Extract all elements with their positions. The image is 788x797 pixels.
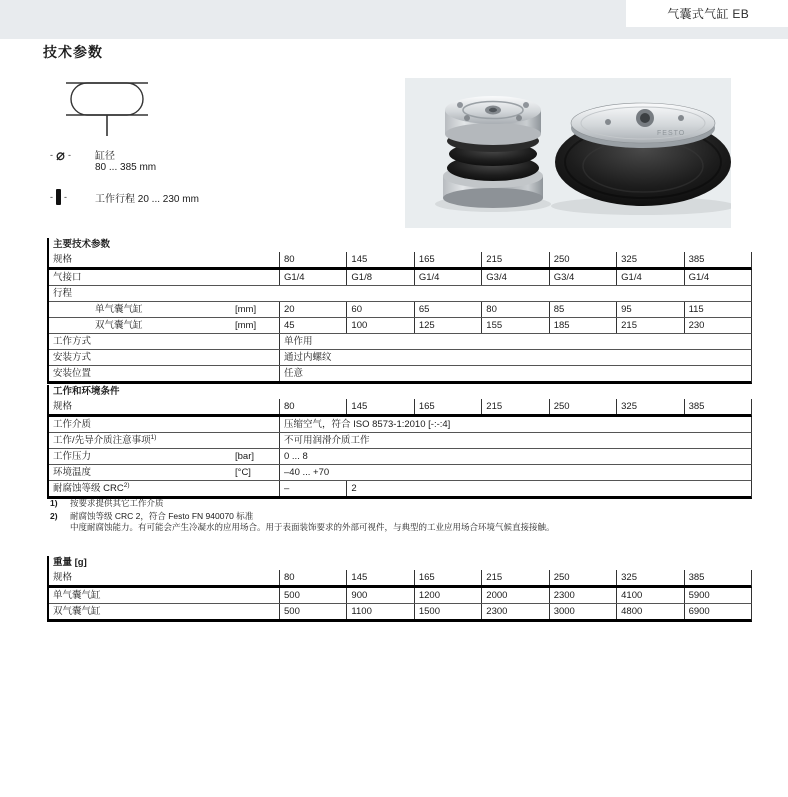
row-label: 安装方式	[53, 352, 92, 363]
size-column-header: 145	[346, 570, 413, 585]
size-column-header: 80	[279, 252, 346, 267]
value-cell: 100	[346, 318, 413, 333]
value-cell-span: 不可用润滑介质工作	[279, 433, 751, 448]
value-cell-span: 压缩空气，符合 ISO 8573-1:2010 [-:-:4]	[279, 417, 751, 432]
value-cell: G3/4	[481, 270, 548, 285]
table-operating-conditions	[47, 385, 752, 499]
page-title: 技术参数	[43, 44, 103, 60]
size-column-header: 145	[346, 399, 413, 414]
row-unit	[233, 366, 279, 381]
stroke-label: 工作行程 20 ... 230 mm	[95, 194, 199, 205]
row-label: 单气囊气缸	[53, 590, 101, 601]
size-column-header: 325	[616, 399, 683, 414]
value-cell: G1/4	[616, 270, 683, 285]
bore-label: 缸径	[95, 151, 115, 162]
row-unit	[233, 481, 279, 496]
size-column-header: 250	[549, 570, 616, 585]
table-header-row	[49, 399, 752, 417]
value-cell: 3000	[549, 604, 616, 619]
value-cell: 1200	[414, 588, 481, 603]
bellows-symbol-drawing	[56, 76, 156, 138]
size-column-header: 325	[616, 570, 683, 585]
table-weight	[47, 556, 752, 622]
section-label: 行程	[53, 288, 73, 299]
value-cell: 230	[684, 318, 751, 333]
value-cell: 4100	[616, 588, 683, 603]
value-cell: G1/8	[346, 270, 413, 285]
size-column-header: 385	[684, 399, 751, 414]
value-cell-span: 0 ... 8	[279, 449, 751, 464]
row-unit	[233, 588, 279, 603]
bore-value: 80 ... 385 mm	[95, 162, 157, 173]
dash-right: -	[68, 150, 72, 160]
footnote-lines	[70, 511, 555, 534]
row-unit	[233, 350, 279, 365]
dash-right: -	[64, 191, 67, 202]
table-main-specs	[47, 238, 752, 384]
row-unit	[233, 604, 279, 619]
table-row-安装位置	[49, 366, 752, 384]
row-label: 工作方式	[53, 336, 92, 347]
value-cell: 5900	[684, 588, 751, 603]
row-unit: [°C]	[235, 467, 251, 478]
value-cell: 65	[414, 302, 481, 317]
value-cell-span: 单作用	[279, 334, 751, 349]
table-title-weight: 重量 [g]	[53, 557, 87, 568]
table-header-row	[49, 570, 752, 588]
row-label: 气接口	[53, 272, 82, 283]
size-column-header: 145	[346, 252, 413, 267]
table-row-工作压力	[49, 449, 752, 465]
row-label: 双气囊气缸	[95, 320, 143, 331]
table-row-安装方式	[49, 350, 752, 366]
value-cell: 2000	[481, 588, 548, 603]
dash-left: -	[50, 150, 53, 160]
stroke-bar-glyph	[56, 189, 61, 205]
footnote-marker: 1)	[50, 498, 58, 508]
right-cylinder	[555, 103, 731, 206]
table-header-row	[49, 252, 752, 270]
header-label: 规格	[53, 254, 73, 265]
row-unit: [mm]	[235, 304, 257, 315]
table-row-耐腐蚀等级 CRC	[49, 481, 752, 499]
header-unit	[233, 570, 279, 585]
size-column-header: 165	[414, 252, 481, 267]
value-cell: 85	[549, 302, 616, 317]
footnote-ref: 1)	[150, 434, 157, 441]
row-unit	[233, 433, 279, 448]
header-label: 规格	[53, 401, 73, 412]
value-cell: –	[279, 481, 346, 496]
header-unit	[233, 399, 279, 414]
value-cell: 215	[616, 318, 683, 333]
value-cell: 500	[279, 604, 346, 619]
row-unit: [bar]	[235, 451, 255, 462]
size-column-header: 165	[414, 399, 481, 414]
header-label: 规格	[53, 572, 73, 583]
size-column-header: 250	[549, 252, 616, 267]
size-column-header: 215	[481, 570, 548, 585]
size-column-header: 385	[684, 252, 751, 267]
row-unit	[233, 270, 279, 285]
footnote-line: 中度耐腐蚀能力。有可能会产生冷凝水的应用场合。用于表面装饰要求的外部可视件，与典型的工业应用场合环境气候直接接触。	[70, 522, 555, 532]
row-unit	[233, 417, 279, 432]
value-cell-span: –40 ... +70	[279, 465, 751, 480]
value-cell: 900	[346, 588, 413, 603]
size-column-header: 215	[481, 399, 548, 414]
row-label: 耐腐蚀等级 CRC$^{2)}$	[53, 482, 130, 494]
value-cell: G1/4	[414, 270, 481, 285]
footnote-line: 耐腐蚀等级 CRC 2，符合 Festo FN 940070 标准	[70, 510, 254, 521]
row-unit	[233, 334, 279, 349]
size-column-header: 215	[481, 252, 548, 267]
value-cell: 500	[279, 588, 346, 603]
footnote-ref: 2)	[123, 482, 130, 489]
size-column-header: 385	[684, 570, 751, 585]
value-cell: 2300	[549, 588, 616, 603]
value-cell: 2	[346, 481, 751, 496]
stroke-icon	[50, 189, 67, 205]
table-row-工作介质	[49, 417, 752, 433]
footnote	[50, 511, 710, 534]
value-cell: 20	[279, 302, 346, 317]
table-title-main: 主要技术参数	[53, 239, 111, 250]
footnote-marker: 2)	[50, 510, 58, 521]
footnotes	[50, 498, 710, 535]
row-unit: [mm]	[235, 320, 257, 331]
table-row-工作/先导介质注意事项	[49, 433, 752, 449]
bellows-symbol	[56, 76, 156, 143]
value-cell: 185	[549, 318, 616, 333]
value-cell: 60	[346, 302, 413, 317]
product-photo	[405, 78, 731, 228]
top-band-upper	[0, 0, 626, 27]
table-row-单气囊气缸	[49, 588, 752, 604]
footnote-line: 按要求提供其它工作介质	[70, 498, 164, 508]
size-column-header: 250	[549, 399, 616, 414]
size-column-header: 165	[414, 570, 481, 585]
row-label: 工作压力	[53, 451, 92, 462]
table-row-双气囊气缸	[49, 604, 752, 622]
value-cell: 45	[279, 318, 346, 333]
table-row-气接口	[49, 270, 752, 286]
header-unit	[233, 252, 279, 267]
row-label: 工作介质	[53, 419, 92, 430]
value-cell-span: 通过内螺纹	[279, 350, 751, 365]
value-cell: 95	[616, 302, 683, 317]
value-cell: G3/4	[549, 270, 616, 285]
product-photo-drawing	[405, 78, 731, 228]
row-label: 单气囊气缸	[95, 304, 143, 315]
value-cell: 6900	[684, 604, 751, 619]
festo-logo-text: FESTO	[657, 130, 686, 137]
footnote	[50, 498, 710, 510]
diameter-icon	[50, 148, 71, 163]
value-cell-span: 任意	[279, 366, 751, 381]
value-cell: 155	[481, 318, 548, 333]
row-label: 双气囊气缸	[53, 606, 101, 617]
document-title: 气囊式气缸 EB	[667, 7, 749, 21]
value-cell: 2300	[481, 604, 548, 619]
table-row-工作方式	[49, 334, 752, 350]
value-cell: 4800	[616, 604, 683, 619]
footnote-lines	[70, 498, 164, 510]
size-column-header: 325	[616, 252, 683, 267]
row-label: 工作/先导介质注意事项$^{1)}$	[53, 434, 157, 446]
top-band-strip	[0, 27, 788, 39]
row-label: 环境温度	[53, 467, 92, 478]
table-row-单气囊气缸	[49, 302, 752, 318]
value-cell: G1/4	[684, 270, 751, 285]
table-row-双气囊气缸	[49, 318, 752, 334]
table-row-行程	[49, 286, 752, 302]
diameter-glyph: ⌀	[56, 147, 66, 164]
dash-left: -	[50, 191, 53, 202]
value-cell: G1/4	[279, 270, 346, 285]
row-label: 安装位置	[53, 368, 92, 379]
size-column-header: 80	[279, 570, 346, 585]
value-cell: 80	[481, 302, 548, 317]
value-cell: 1500	[414, 604, 481, 619]
value-cell: 1100	[346, 604, 413, 619]
value-cell: 115	[684, 302, 751, 317]
table-row-环境温度	[49, 465, 752, 481]
left-cylinder	[443, 96, 543, 208]
value-cell: 125	[414, 318, 481, 333]
table-title-operating: 工作和环境条件	[53, 386, 120, 397]
size-column-header: 80	[279, 399, 346, 414]
